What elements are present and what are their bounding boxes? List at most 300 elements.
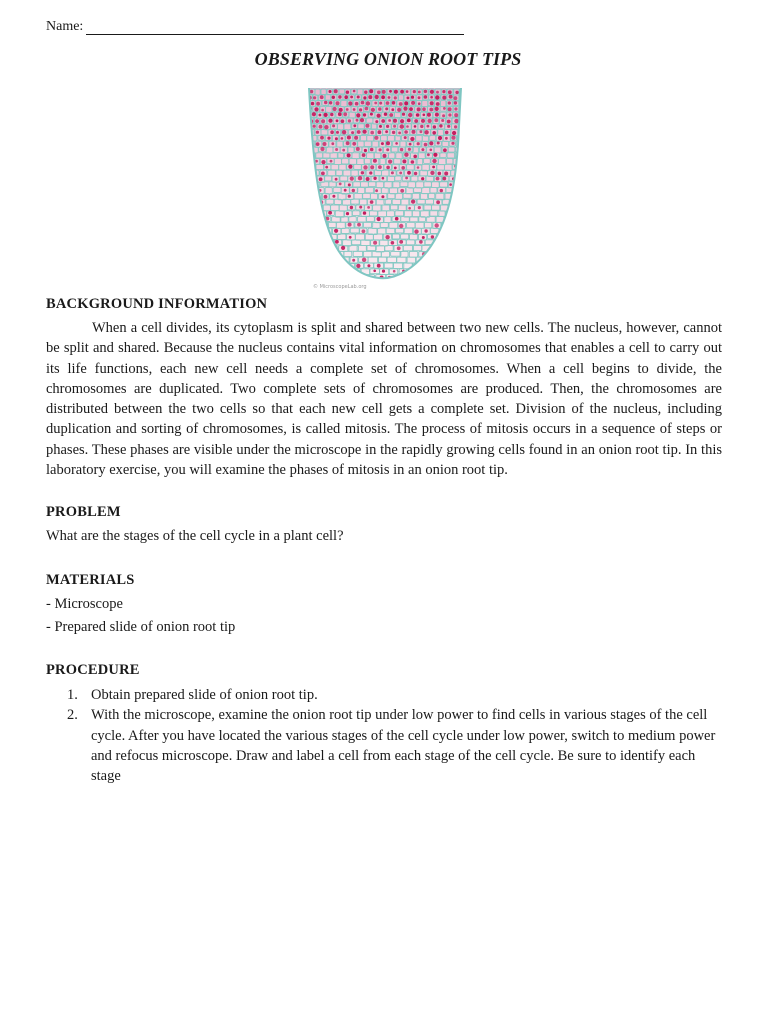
cell-nucleus <box>373 270 376 273</box>
cell-nucleus <box>454 107 457 110</box>
cell-nucleus <box>385 235 389 239</box>
cell-nucleus <box>325 166 328 169</box>
cell-nucleus <box>312 112 316 116</box>
cell-nucleus <box>348 119 351 122</box>
cell-nucleus <box>393 125 396 128</box>
cell-nucleus <box>320 147 324 151</box>
cell-nucleus <box>391 108 394 111</box>
cell-nucleus <box>430 96 433 99</box>
cell-nucleus <box>329 90 332 93</box>
cell-nucleus <box>395 217 399 221</box>
cell-nucleus <box>319 114 322 117</box>
cell-nucleus <box>352 189 355 192</box>
cell-nucleus <box>429 141 433 145</box>
cell-nucleus <box>421 148 424 151</box>
cell-nucleus <box>335 148 338 151</box>
cell-nucleus <box>319 177 323 181</box>
cell-nucleus <box>356 264 360 268</box>
cell-nucleus <box>427 153 430 156</box>
procedure-step <box>46 685 726 705</box>
cell-nucleus <box>443 107 446 110</box>
cell-nucleus <box>442 96 446 100</box>
cell-nucleus <box>383 154 387 158</box>
cell-nucleus <box>324 113 328 117</box>
cell-nucleus <box>378 165 382 169</box>
cell-nucleus <box>436 200 440 204</box>
cell-nucleus <box>381 119 385 123</box>
cell-nucleus <box>346 108 349 111</box>
cell-nucleus <box>321 172 325 176</box>
cell-nucleus <box>374 102 377 105</box>
cell-nucleus <box>350 96 353 99</box>
cell-nucleus <box>417 107 421 111</box>
cell-nucleus <box>370 148 374 152</box>
root-tip-illustration <box>301 86 469 292</box>
cell-nucleus <box>398 132 401 135</box>
cell-nucleus <box>311 102 314 105</box>
cell-nucleus <box>399 172 402 175</box>
cell-nucleus <box>353 124 356 127</box>
cell-nucleus <box>365 124 369 128</box>
cell-nucleus <box>366 101 370 105</box>
cell-nucleus <box>368 95 372 99</box>
cell-nucleus <box>375 95 379 99</box>
cell-nucleus <box>341 246 345 250</box>
cell-nucleus <box>414 125 417 128</box>
cell-nucleus <box>365 107 369 111</box>
cell-nucleus <box>403 107 407 111</box>
cell-nucleus <box>448 107 452 111</box>
cell-nucleus <box>361 101 365 105</box>
cell-nucleus <box>452 131 456 135</box>
cell-nucleus <box>430 149 433 152</box>
cell-nucleus <box>445 131 449 135</box>
cell-nucleus <box>335 178 338 181</box>
cell-nucleus <box>447 120 451 124</box>
cell-nucleus <box>316 131 319 134</box>
cell-nucleus <box>409 107 413 111</box>
cell-nucleus <box>406 90 409 93</box>
cell-nucleus <box>397 108 401 112</box>
cell-nucleus <box>354 136 358 140</box>
cell-nucleus <box>335 240 339 244</box>
cell-nucleus <box>377 264 381 268</box>
cell-nucleus <box>406 125 409 128</box>
cell-nucleus <box>399 224 403 228</box>
cell-nucleus <box>360 118 364 122</box>
cell-nucleus <box>369 171 372 174</box>
cell-nucleus <box>397 246 401 250</box>
cell-nucleus <box>381 195 384 198</box>
cell-nucleus <box>320 95 324 99</box>
cell-nucleus <box>313 96 316 99</box>
cell-nucleus <box>342 149 345 152</box>
problem-question: What are the stages of the cell cycle in a plant cell? <box>46 528 344 544</box>
cell-nucleus <box>361 171 364 174</box>
cell-nucleus <box>356 119 359 122</box>
cell-nucleus <box>411 200 415 204</box>
materials-item-microscope: - Microscope <box>46 596 123 612</box>
cell-nucleus <box>410 137 414 141</box>
cell-nucleus <box>349 236 352 239</box>
cell-nucleus <box>370 113 373 116</box>
cell-nucleus <box>359 108 362 111</box>
cell-nucleus <box>407 97 410 100</box>
cell-nucleus <box>417 166 420 169</box>
cell-nucleus <box>364 149 367 152</box>
cell-nucleus <box>395 142 398 145</box>
cell-nucleus <box>448 101 451 104</box>
cell-nucleus <box>339 183 342 186</box>
cell-nucleus <box>400 119 404 123</box>
cell-nucleus <box>386 166 390 170</box>
cell-nucleus <box>377 217 381 221</box>
cell-nucleus <box>408 207 411 210</box>
cell-nucleus <box>379 102 382 105</box>
cell-nucleus <box>442 114 445 117</box>
cell-nucleus <box>381 142 384 145</box>
cell-nucleus <box>411 160 415 164</box>
cell-nucleus <box>435 113 439 117</box>
cell-nucleus <box>375 120 378 123</box>
cell-nucleus <box>438 172 442 176</box>
cell-nucleus <box>362 229 366 233</box>
cell-nucleus <box>430 101 434 105</box>
cell-nucleus <box>321 119 325 123</box>
cell-nucleus <box>371 108 375 112</box>
cell-nucleus <box>338 112 342 116</box>
cell-nucleus <box>392 101 396 105</box>
cell-nucleus <box>394 167 397 170</box>
step-text: With the microscope, examine the onion root tip under low power to find cells in various stages of the cell cycle. After you have located the various stages of the cell cycle under low power, switch to medium power and refocus microscope. Draw and label a cell from each stage of the cell cycle. Be sure to identify each stage <box>91 707 716 785</box>
cell-nucleus <box>334 229 338 233</box>
procedure-steps <box>46 685 726 786</box>
cell-nucleus <box>448 90 452 94</box>
materials-item-slide: - Prepared slide of onion root tip <box>46 619 236 635</box>
cell-nucleus <box>418 91 421 94</box>
cell-nucleus <box>315 119 319 123</box>
cell-nucleus <box>382 270 385 273</box>
cell-nucleus <box>370 131 374 135</box>
cell-nucleus <box>357 223 361 227</box>
cell-nucleus <box>420 125 423 128</box>
cell-nucleus <box>363 130 367 134</box>
cell-nucleus <box>438 136 442 140</box>
cell-nucleus <box>347 153 351 157</box>
cell-nucleus <box>454 96 458 100</box>
cell-nucleus <box>411 101 415 105</box>
cell-nucleus <box>455 91 458 94</box>
cell-nucleus <box>330 160 333 163</box>
cell-nucleus <box>422 107 426 111</box>
cell-nucleus <box>358 176 362 180</box>
cell-nucleus <box>378 107 381 110</box>
cell-nucleus <box>404 130 408 134</box>
cell-nucleus <box>375 189 378 192</box>
cell-nucleus <box>379 125 382 128</box>
cell-nucleus <box>399 240 403 244</box>
cell-nucleus <box>400 90 404 94</box>
step-text: Obtain prepared slide of onion root tip. <box>91 687 318 703</box>
cell-nucleus <box>333 107 337 111</box>
cell-nucleus <box>332 195 335 198</box>
cell-nucleus <box>356 147 360 151</box>
cell-nucleus <box>430 90 434 94</box>
cell-nucleus <box>352 259 355 262</box>
cell-nucleus <box>348 165 352 169</box>
cell-nucleus <box>321 109 324 112</box>
cell-nucleus <box>353 90 356 93</box>
cell-nucleus <box>319 125 323 129</box>
cell-nucleus <box>336 101 340 105</box>
cell-nucleus <box>355 102 359 106</box>
cell-nucleus <box>348 195 351 198</box>
cell-nucleus <box>432 131 436 135</box>
cell-nucleus <box>386 141 390 145</box>
cell-nucleus <box>412 130 416 134</box>
cell-nucleus <box>353 108 356 111</box>
cell-nucleus <box>329 101 332 104</box>
cell-nucleus <box>447 125 450 128</box>
cell-nucleus <box>369 89 373 93</box>
cell-nucleus <box>414 172 417 175</box>
cell-nucleus <box>310 90 313 93</box>
cell-nucleus <box>328 119 332 123</box>
cell-nucleus <box>392 131 395 134</box>
cell-nucleus <box>429 108 433 112</box>
cell-nucleus <box>431 235 434 238</box>
cell-nucleus <box>330 113 333 116</box>
cell-nucleus <box>408 148 411 151</box>
cell-nucleus <box>377 91 381 95</box>
cell-nucleus <box>436 102 440 106</box>
cell-nucleus <box>351 131 354 134</box>
cell-nucleus <box>385 130 388 133</box>
cell-nucleus <box>316 102 320 106</box>
cell-nucleus <box>401 166 405 170</box>
cell-nucleus <box>350 177 354 181</box>
cell-nucleus <box>400 124 404 128</box>
cell-nucleus <box>314 107 318 111</box>
cell-nucleus <box>313 125 316 128</box>
cell-nucleus <box>417 142 420 145</box>
cell-nucleus <box>424 90 427 93</box>
cell-nucleus <box>424 95 428 99</box>
cell-nucleus <box>367 264 370 267</box>
cell-nucleus <box>363 165 367 169</box>
cell-nucleus <box>393 119 397 123</box>
background-paragraph <box>46 318 722 480</box>
cell-nucleus <box>377 114 381 118</box>
cell-nucleus <box>402 113 405 116</box>
cell-nucleus <box>363 96 366 99</box>
cell-nucleus <box>386 148 389 151</box>
cell-nucleus <box>454 101 457 104</box>
cell-nucleus <box>344 95 348 99</box>
cell-nucleus <box>391 241 395 245</box>
cell-nucleus <box>346 212 349 215</box>
cell-nucleus <box>343 112 347 116</box>
cell-nucleus <box>451 136 455 140</box>
cell-nucleus <box>357 96 360 99</box>
cell-nucleus <box>394 90 398 94</box>
cell-nucleus <box>434 118 438 122</box>
micrograph-watermark: © MicroscopeLab.org <box>313 284 367 290</box>
cell-nucleus <box>339 108 343 112</box>
cell-nucleus <box>370 165 374 169</box>
cell-nucleus <box>321 160 325 164</box>
cell-nucleus <box>381 95 385 99</box>
cell-nucleus <box>373 241 377 245</box>
cell-nucleus <box>433 125 436 128</box>
cell-nucleus <box>404 153 408 157</box>
cell-nucleus <box>448 113 451 116</box>
cell-nucleus <box>386 125 389 128</box>
cell-nucleus <box>347 136 351 140</box>
cell-nucleus <box>336 119 339 122</box>
cell-nucleus <box>444 172 448 176</box>
cell-nucleus <box>382 177 385 180</box>
cell-nucleus <box>440 189 443 192</box>
cell-nucleus <box>316 142 320 146</box>
cell-nucleus <box>330 130 334 134</box>
cell-nucleus <box>435 223 439 227</box>
cell-nucleus <box>388 119 391 122</box>
cell-nucleus <box>419 240 423 244</box>
cell-nucleus <box>346 141 350 145</box>
cell-nucleus <box>449 95 453 99</box>
cell-nucleus <box>364 91 367 94</box>
problem-heading: PROBLEM <box>46 504 121 520</box>
cell-nucleus <box>389 90 392 93</box>
cell-nucleus <box>373 159 377 163</box>
cell-nucleus <box>454 119 458 123</box>
cell-nucleus <box>407 119 411 123</box>
cell-nucleus <box>341 137 344 140</box>
cell-nucleus <box>342 130 346 134</box>
background-text: When a cell divides, its cytoplasm is split and shared between two new cells. The nucleus, however, cannot be split and shared. Because the nucleus contains vital information on chromosomes that enables a cell to carry out its life functions, each new cell needs a complete set of chromosomes. When a cell begins to divide, the chromosomes are duplicated. Two complete sets of chromosomes are produced. Then, the chromosomes are distributed between the two cells so that each new cell gets a complete set. Division of the nucleus, including duplication and sorting of chromosomes, is called mitosis. The process of mitosis occurs in a sequence of steps or phases. These phases are visible under the microscope in the rapidly growing cells found in an onion root tip. In this laboratory exercise, you will examine the phases of mitosis in an onion root tip. <box>46 320 722 479</box>
cell-nucleus <box>436 177 440 181</box>
worksheet-title: OBSERVING ONION ROOT TIPS <box>254 49 522 69</box>
cell-nucleus <box>439 124 442 127</box>
cell-nucleus <box>409 143 412 146</box>
cell-nucleus <box>373 177 376 180</box>
cell-nucleus <box>411 96 414 99</box>
cell-nucleus <box>346 91 349 94</box>
procedure-heading: PROCEDURE <box>46 662 140 678</box>
cell-nucleus <box>335 137 338 140</box>
cell-nucleus <box>384 113 387 116</box>
cell-nucleus <box>435 95 439 99</box>
cell-nucleus <box>404 136 407 139</box>
cell-nucleus <box>424 130 428 134</box>
cell-nucleus <box>332 96 335 99</box>
cell-nucleus <box>366 177 370 181</box>
cell-nucleus <box>414 229 418 233</box>
cell-nucleus <box>424 229 427 232</box>
cell-nucleus <box>421 177 424 180</box>
cell-nucleus <box>363 211 366 214</box>
cell-nucleus <box>416 113 420 117</box>
cell-nucleus <box>430 171 434 175</box>
cell-nucleus <box>421 119 425 123</box>
cell-nucleus <box>363 113 366 116</box>
cell-nucleus <box>449 183 452 186</box>
cell-nucleus <box>404 101 408 105</box>
cell-nucleus <box>432 166 435 169</box>
cell-nucleus <box>400 189 404 193</box>
cell-nucleus <box>427 113 431 117</box>
cell-nucleus <box>389 113 393 117</box>
cell-nucleus <box>454 125 457 128</box>
cell-nucleus <box>374 136 378 140</box>
cell-nucleus <box>362 258 366 262</box>
cell-nucleus <box>418 96 421 99</box>
cell-nucleus <box>437 142 440 145</box>
name-blank-line <box>86 20 464 35</box>
cell-nucleus <box>338 95 341 98</box>
cell-nucleus <box>327 137 330 140</box>
cell-nucleus <box>414 119 418 123</box>
cell-nucleus <box>348 101 352 105</box>
procedure-step <box>46 705 726 786</box>
name-field-row <box>46 19 464 35</box>
onion-root-tip-micrograph <box>301 86 469 292</box>
cell-nucleus <box>391 171 394 174</box>
cell-nucleus <box>435 107 439 111</box>
cell-nucleus <box>348 223 352 227</box>
background-heading: BACKGROUND INFORMATION <box>46 296 268 312</box>
cell-nucleus <box>378 130 382 134</box>
cell-nucleus <box>367 206 370 209</box>
cell-nucleus <box>451 142 454 145</box>
cell-nucleus <box>433 153 437 157</box>
cell-nucleus <box>442 177 446 181</box>
cell-nucleus <box>424 143 428 147</box>
cell-nucleus <box>357 130 361 134</box>
cell-nucleus <box>413 155 417 159</box>
cell-nucleus <box>418 102 421 105</box>
cell-nucleus <box>420 130 423 133</box>
cell-nucleus <box>352 142 356 146</box>
cell-nucleus <box>359 206 362 209</box>
cell-nucleus <box>362 153 366 157</box>
cell-nucleus <box>427 125 430 128</box>
cell-nucleus <box>436 91 439 94</box>
cell-nucleus <box>386 101 390 105</box>
cell-nucleus <box>399 102 403 106</box>
cell-nucleus <box>332 124 335 127</box>
cell-nucleus <box>385 107 388 110</box>
cell-nucleus <box>379 148 382 151</box>
cell-nucleus <box>341 119 345 123</box>
cell-nucleus <box>323 142 327 146</box>
cell-nucleus <box>356 113 360 117</box>
materials-heading: MATERIALS <box>46 572 135 588</box>
cell-nucleus <box>428 119 432 123</box>
cell-nucleus <box>400 148 403 151</box>
cell-nucleus <box>388 160 392 164</box>
cell-nucleus <box>331 142 334 145</box>
cell-nucleus <box>388 96 391 99</box>
cell-nucleus <box>408 113 412 117</box>
cell-nucleus <box>407 171 411 175</box>
cell-nucleus <box>328 211 332 215</box>
cell-nucleus <box>402 159 406 163</box>
cell-nucleus <box>336 131 339 134</box>
cell-nucleus <box>324 125 328 129</box>
cell-nucleus <box>344 189 347 192</box>
